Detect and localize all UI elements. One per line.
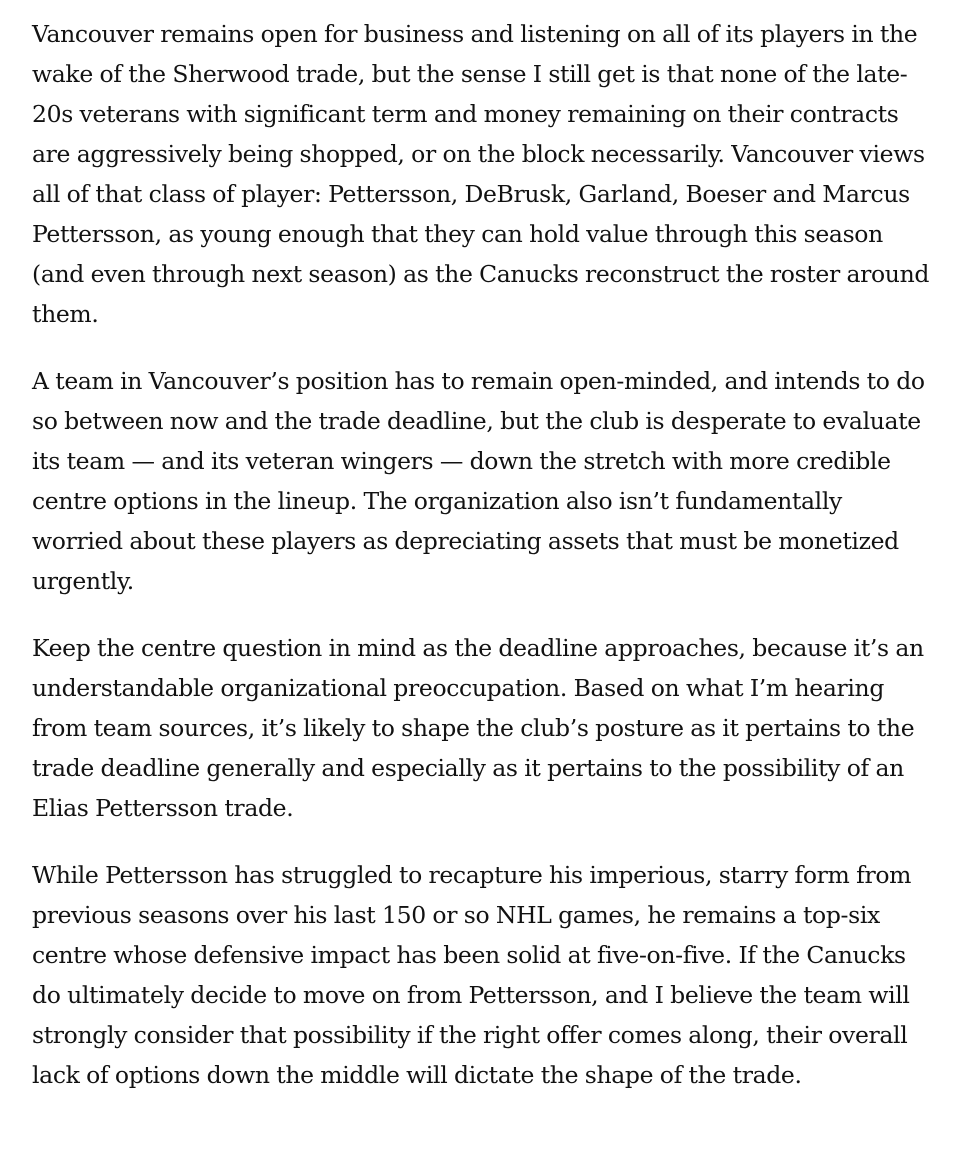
- article-paragraph: While Pettersson has struggled to recapture his imperious, starry form from previous seasons over his last 150 or so NHL games, he remains a top-six centre whose defensive impact has been solid at five-on-five. If the Canucks do ultimately decide to move on from Pettersson, and I believe the team will strongly consider that possibility if the right offer comes along, their overall lack of options down the middle will dictate the shape of the trade.: [32, 861, 912, 1089]
- article-paragraph: A team in Vancouver’s position has to remain open-minded, and intends to do so between now and the trade deadline, but the club is desperate to evaluate its team — and its veteran wingers — down the stretch with more credible centre options in the lineup. The organization also isn’t fundamentally worried about these players as depreciating assets that must be monetized urgently.: [32, 367, 925, 595]
- article-paragraph: Vancouver remains open for business and listening on all of its players in the wake of the Sherwood trade, but the sense I still get is that none of the late-20s veterans with significant term and money remaining on their contracts are aggressively being shopped, or on the block necessarily. Vancouver views all of that class of player: Pettersson, DeBrusk, Garland, Boeser and Marcus Pettersson, as young enough that they can hold value through this season (and even through next season) as the Canucks reconstruct the roster around them.: [32, 20, 930, 328]
- article-paragraph: Keep the centre question in mind as the deadline approaches, because it’s an understandable organizational preoccupation. Based on what I’m hearing from team sources, it’s likely to shape the club’s posture as it pertains to the trade deadline generally and especially as it pertains to the possibility of an Elias Pettersson trade.: [32, 634, 924, 822]
